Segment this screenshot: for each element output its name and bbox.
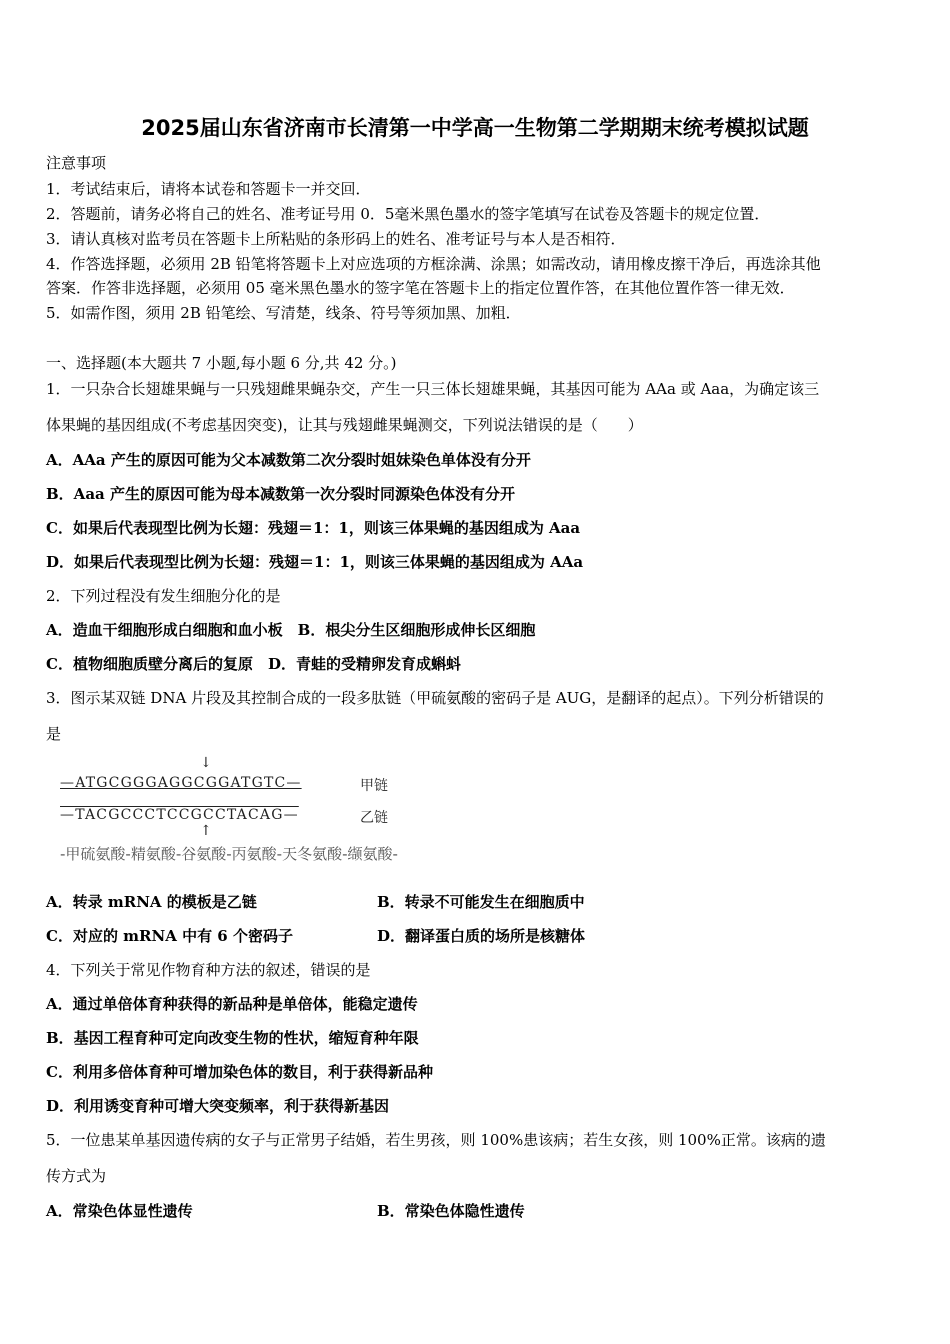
- q5-option-a: A．常染色体显性遗传: [46, 1202, 193, 1220]
- peptide-chain: -甲硫氨酸-精氨酸-谷氨酸-丙氨酸-天冬氨酸-缬氨酸-: [60, 845, 398, 863]
- q1-option-d: D．如果后代表现型比例为长翅：残翅＝1：1，则该三体果蝇的基因组成为 AAa: [46, 553, 584, 571]
- q3-option-c: C．对应的 mRNA 中有 6 个密码子: [46, 927, 293, 945]
- strand-2-label: 乙链: [360, 810, 388, 826]
- q2-stem: 2．下列过程没有发生细胞分化的是: [46, 587, 281, 605]
- q4-option-c: C．利用多倍体育种可增加染色体的数目，利于获得新品种: [46, 1063, 433, 1081]
- q4-option-d: D．利用诱变育种可增大突变频率，利于获得新基因: [46, 1097, 390, 1115]
- notice-item-4-cont: 答案．作答非选择题，必须用 05 毫米黑色墨水的签字笔在答题卡上的指定位置作答，在其他位置作答一律无效．: [46, 279, 795, 297]
- notice-item-3: 3．请认真核对监考员在答题卡上所粘贴的条形码上的姓名、准考证号与本人是否相符．: [46, 230, 626, 248]
- q2-options-cd: C．植物细胞质壁分离后的复原 D．青蛙的受精卵发育成蝌蚪: [46, 655, 461, 673]
- q5-stem-cont: 传方式为: [46, 1167, 107, 1185]
- page-title: 2025届山东省济南市长清第一中学高一生物第二学期期末统考模拟试题: [141, 116, 809, 140]
- up-arrow-icon: ↑: [200, 823, 212, 839]
- q4-option-a: A．通过单倍体育种获得的新品种是单倍体，能稳定遗传: [46, 995, 418, 1013]
- strand-1-label: 甲链: [360, 778, 388, 794]
- q1-option-b: B．Aaa 产生的原因可能为母本减数第一次分裂时同源染色体没有分开: [46, 485, 515, 503]
- down-arrow-icon: ↓: [200, 755, 212, 771]
- q3-stem-cont: 是: [46, 725, 62, 743]
- notice-heading: 注意事项: [46, 154, 107, 172]
- q4-stem: 4．下列关于常见作物育种方法的叙述，错误的是: [46, 961, 371, 979]
- q3-stem: 3．图示某双链 DNA 片段及其控制合成的一段多肽链（甲硫氨酸的密码子是 AUG，是翻译的起点）。下列分析错误的: [46, 689, 824, 707]
- dna-strand-1: —ATGCGGGAGGCGGATGTC—: [60, 775, 302, 791]
- dna-figure: [60, 755, 440, 870]
- notice-item-2: 2．答题前，请务必将自己的姓名、准考证号用 0．5毫米黑色墨水的签字笔填写在试卷及答题卡的规定位置．: [46, 205, 770, 223]
- notice-item-1: 1．考试结束后，请将本试卷和答题卡一并交回．: [46, 180, 371, 198]
- q3-option-d: D．翻译蛋白质的场所是核糖体: [377, 927, 586, 945]
- notice-item-4: 4．作答选择题，必须用 2B 铅笔将答题卡上对应选项的方框涂满、涂黑；如需改动，请用橡皮擦干净后，再选涂其他: [46, 255, 821, 273]
- q5-stem: 5．一位患某单基因遗传病的女子与正常男子结婚，若生男孩，则 100%患该病；若生女孩，则 100%正常。该病的遗: [46, 1131, 826, 1149]
- q1-stem-cont: 体果蝇的基因组成(不考虑基因突变)，让其与残翅雌果蝇测交，下列说法错误的是（ ）: [46, 416, 643, 434]
- dna-strand-2: —TACGCCCTCCGCCTACAG—: [60, 807, 299, 823]
- section-heading: 一、选择题(本大题共 7 小题,每小题 6 分,共 42 分。): [46, 354, 397, 372]
- q4-option-b: B．基因工程育种可定向改变生物的性状，缩短育种年限: [46, 1029, 419, 1047]
- q3-option-b: B．转录不可能发生在细胞质中: [377, 893, 585, 911]
- q2-options-ab: A．造血干细胞形成白细胞和血小板 B．根尖分生区细胞形成伸长区细胞: [46, 621, 536, 639]
- notice-item-5: 5．如需作图，须用 2B 铅笔绘、写清楚，线条、符号等须加黑、加粗．: [46, 304, 521, 322]
- q3-option-a: A．转录 mRNA 的模板是乙链: [46, 893, 257, 911]
- q1-stem: 1．一只杂合长翅雄果蝇与一只残翅雌果蝇杂交，产生一只三体长翅雄果蝇，其基因可能为 AAa 或 Aaa，为确定该三: [46, 380, 820, 398]
- q1-option-c: C．如果后代表现型比例为长翅：残翅＝1：1，则该三体果蝇的基因组成为 Aaa: [46, 519, 581, 537]
- q1-option-a: A．AAa 产生的原因可能为父本减数第二次分裂时姐妹染色单体没有分开: [46, 451, 531, 469]
- q5-option-b: B．常染色体隐性遗传: [377, 1202, 525, 1220]
